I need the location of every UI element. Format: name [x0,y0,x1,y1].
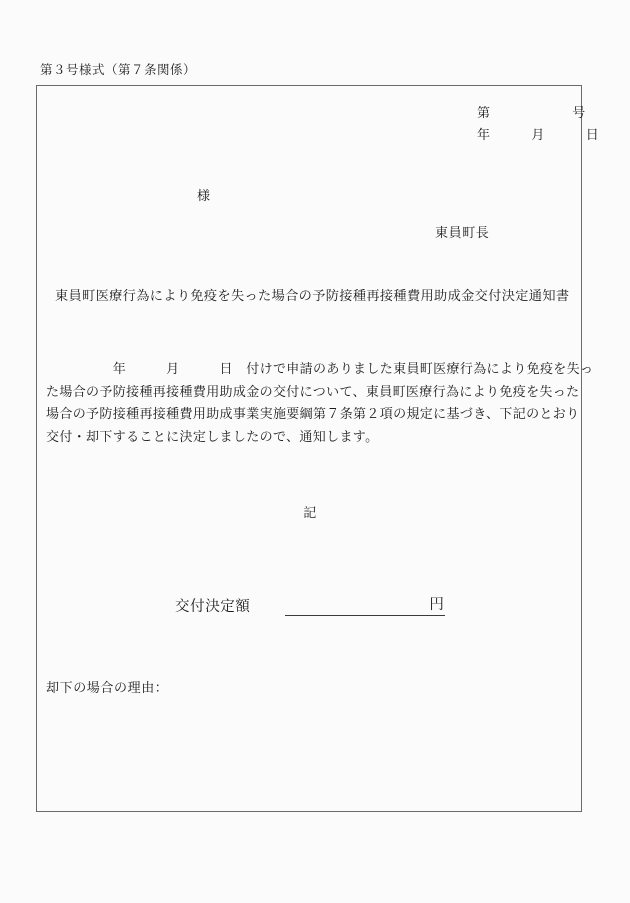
grant-amount-value[interactable] [285,593,445,616]
document-number-field: 第 号 [477,105,586,120]
form-code-label: 第３号様式（第７条関係） [40,63,197,77]
note-marker: 記 [303,505,317,520]
body-line-2: た場合の予防接種再接種費用助成金の交付について、東員町医療行為により免疫を失った [46,383,580,399]
body-line-1: 年 月 日 付けで申請のありました東員町医療行為により免疫を失っ [46,361,594,376]
document-frame-inner [37,86,600,811]
body-paragraph [46,358,594,448]
issuer-name: 東員町長 [435,225,490,240]
grant-amount-row [175,593,445,616]
addressee-honorific: 様 [197,188,211,203]
grant-amount-unit: 円 [429,597,445,613]
document-title: 東員町医療行為により免疫を失った場合の予防接種再接種費用助成金交付決定通知書 [55,288,570,303]
document-frame [36,85,600,812]
document-date-field: 年 月 日 [477,127,600,142]
body-line-3: 場合の予防接種再接種費用助成事業実施要綱第７条第２項の規定に基づき、下記のとおり [46,406,580,421]
rejection-reason-label: 却下の場合の理由： [46,680,169,695]
body-line-4: 交付・却下することに決定しましたので、通知します。 [46,428,379,444]
grant-amount-label: 交付決定額 [175,599,251,615]
